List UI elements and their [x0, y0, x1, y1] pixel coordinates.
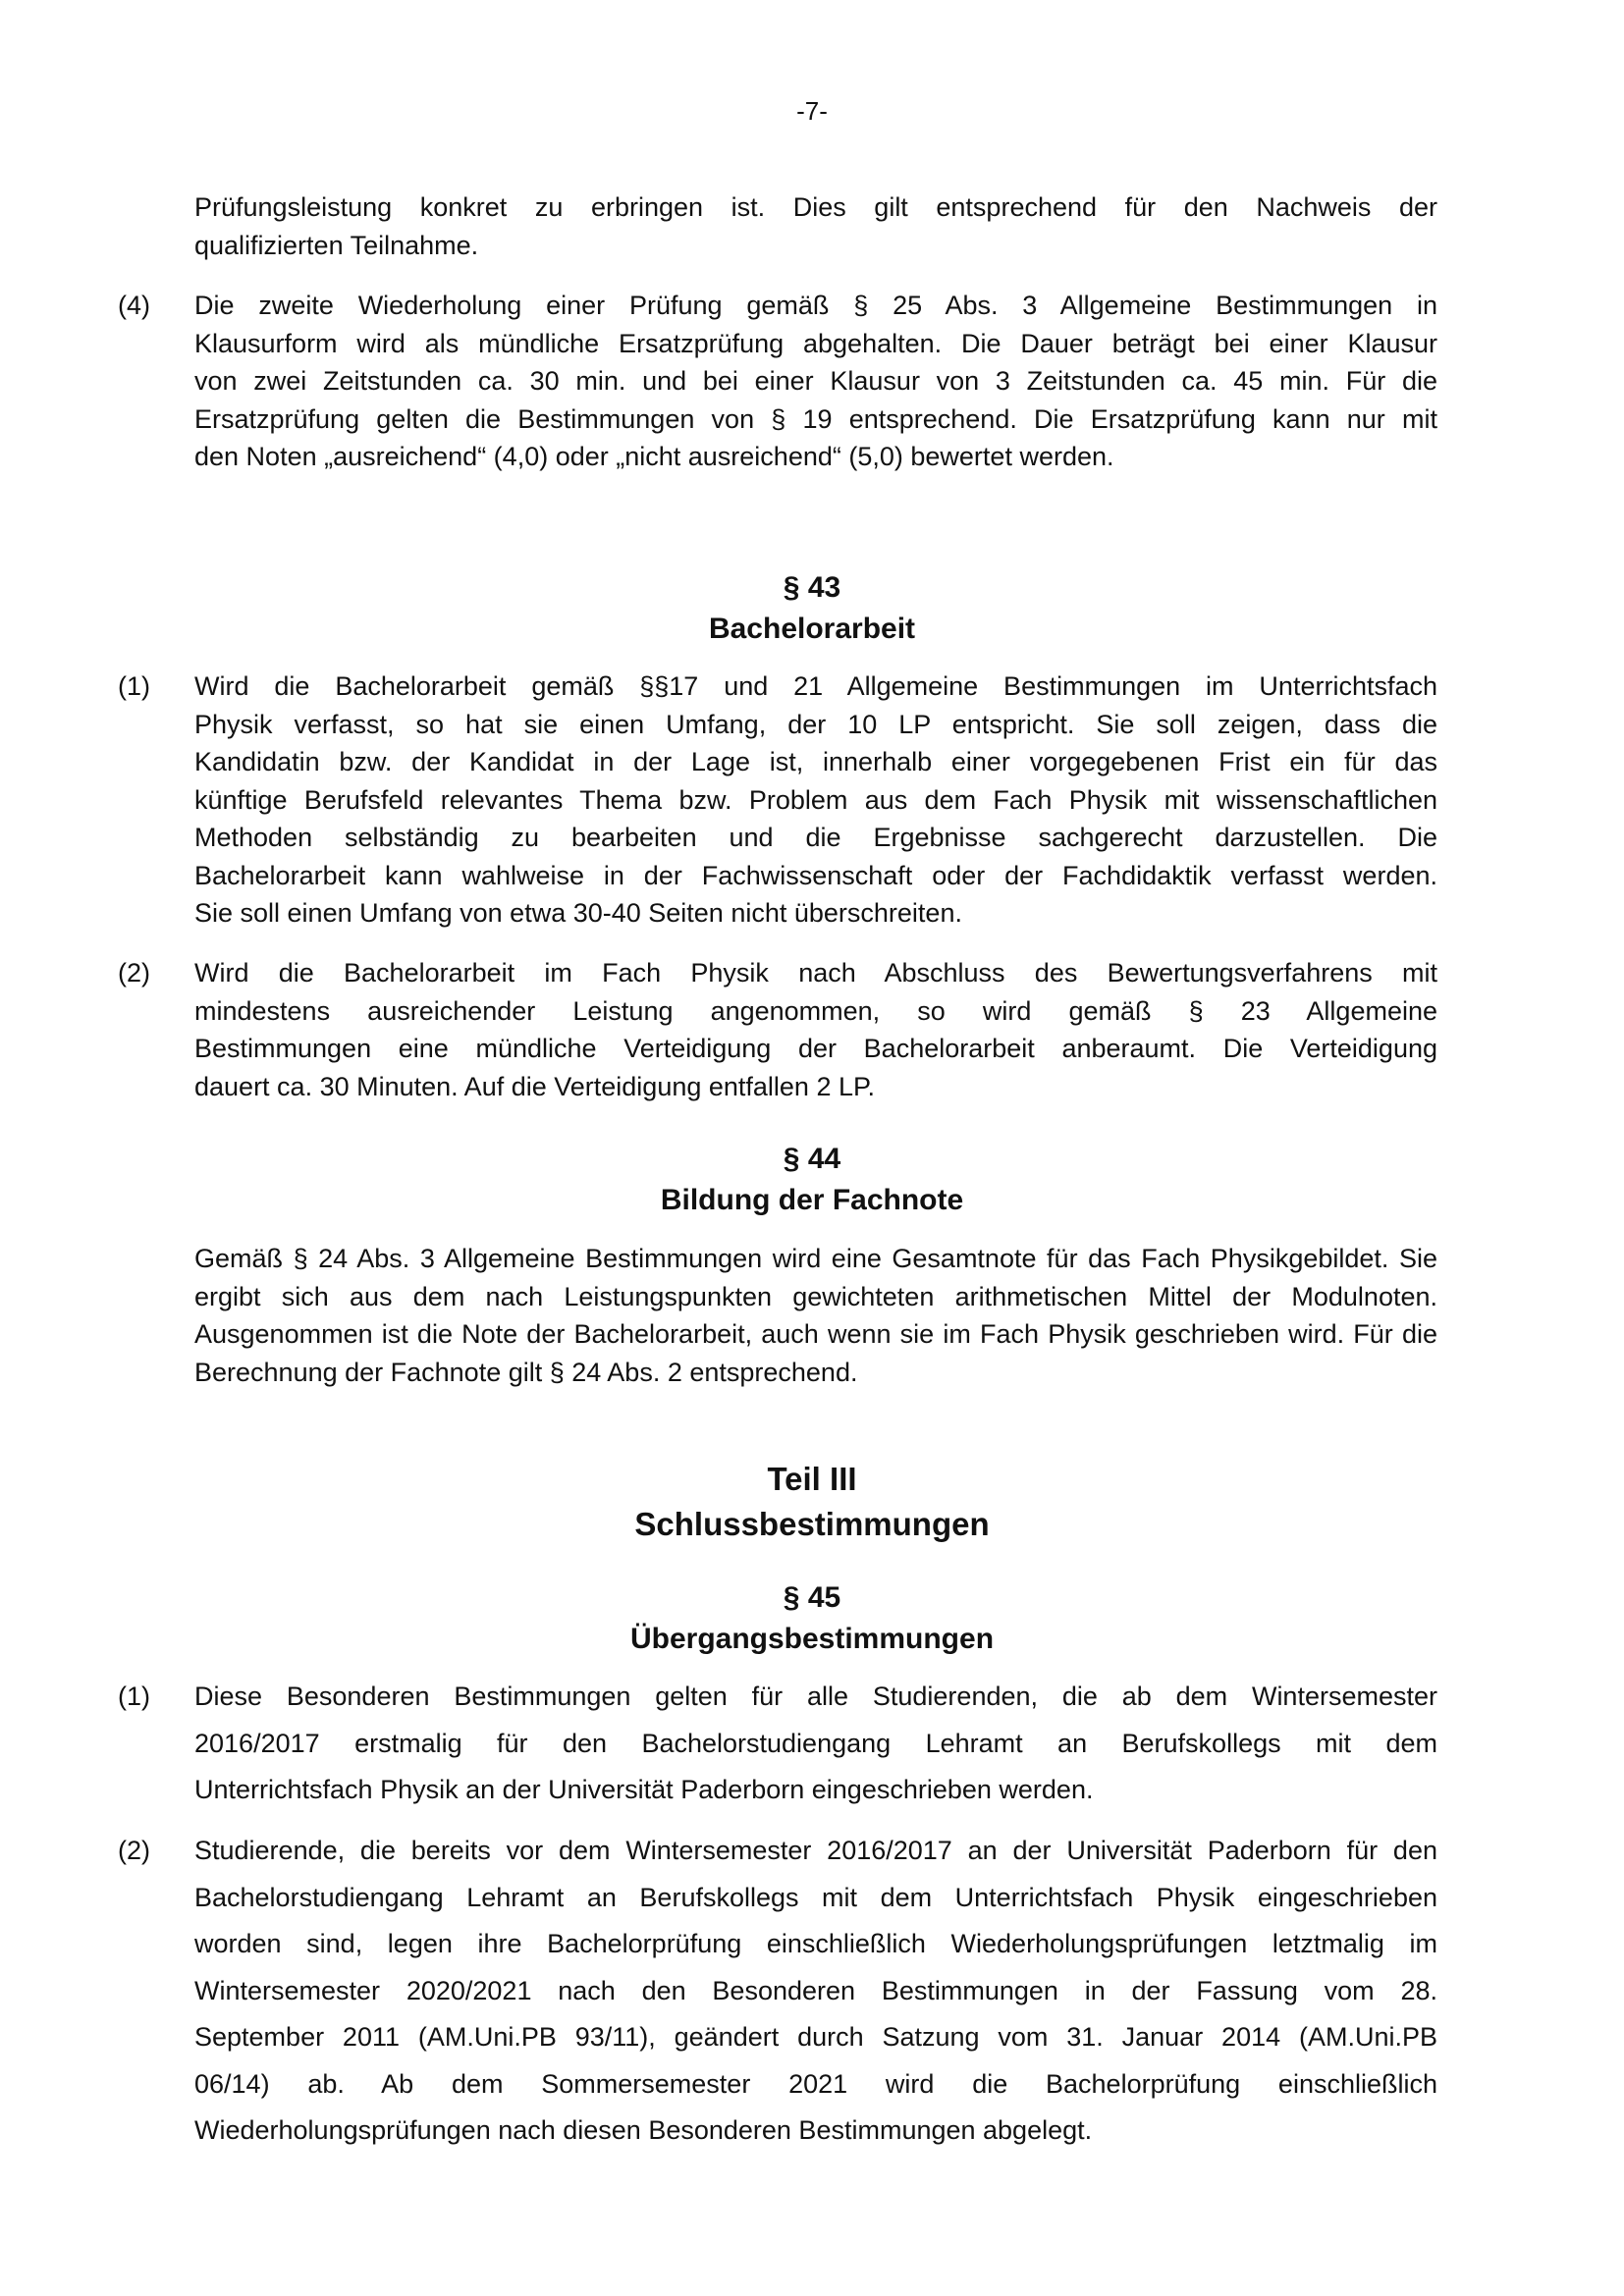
- paragraph-number: (2): [118, 1836, 150, 1865]
- paragraph-4: [118, 287, 1437, 476]
- text-line: September 2011 (AM.Uni.PB 93/11), geändert durch Satzung vom 31. Januar 2014 (AM.Uni.PB: [194, 2022, 1437, 2052]
- paragraph-number: (4): [118, 291, 150, 320]
- text-line: 2016/2017 erstmalig für den Bachelorstudiengang Lehramt an Berufskollegs mit dem: [194, 1728, 1437, 1758]
- text-line: Methoden selbständig zu bearbeiten und die Ergebnisse sachgerecht darzustellen. Die: [194, 823, 1437, 852]
- section-title: Bachelorarbeit: [708, 613, 916, 645]
- text-line: Sie soll einen Umfang von etwa 30-40 Seiten nicht überschreiten.: [194, 898, 962, 928]
- part-label: Teil III: [767, 1461, 857, 1497]
- paragraph-number: (2): [118, 958, 150, 988]
- page-number: -7-: [796, 96, 828, 126]
- section-45-heading: [0, 1577, 1624, 1660]
- text-line: Klausurform wird als mündliche Ersatzprüfung abgehalten. Die Dauer beträgt bei einer Klausur: [194, 328, 1437, 358]
- text-line: Diese Besonderen Bestimmungen gelten für alle Studierenden, die ab dem Wintersemester: [194, 1682, 1437, 1711]
- text-line: Die zweite Wiederholung einer Prüfung gemäß § 25 Abs. 3 Allgemeine Bestimmungen in: [194, 291, 1437, 320]
- text-line: Berechnung der Fachnote gilt § 24 Abs. 2 entsprechend.: [194, 1357, 858, 1387]
- text-line: Kandidatin bzw. der Kandidat in der Lage ist, innerhalb einer vorgegebenen Frist ein für das: [194, 747, 1437, 776]
- text-line: ergibt sich aus dem nach Leistungspunkten gewichteten arithmetischen Mittel der Modulnoten.: [194, 1281, 1437, 1311]
- section-number: § 44: [783, 1143, 841, 1175]
- text-line: Bachelorarbeit kann wahlweise in der Fachwissenschaft oder der Fachdidaktik verfasst werden.: [194, 860, 1437, 890]
- section-45-paragraph-1: [118, 1674, 1437, 1814]
- section-45-paragraph-2: [118, 1828, 1437, 2155]
- text-line: Bestimmungen eine mündliche Verteidigung der Bachelorarbeit anberaumt. Die Verteidigung: [194, 1034, 1437, 1063]
- text-line: worden sind, legen ihre Bachelorprüfung einschließlich Wiederholungsprüfungen letztmalig im: [194, 1929, 1437, 1958]
- text-line: Ausgenommen ist die Note der Bachelorarbeit, auch wenn sie im Fach Physik geschrieben wird. Für die: [194, 1319, 1437, 1349]
- text-line: Gemäß § 24 Abs. 3 Allgemeine Bestimmungen wird eine Gesamtnote für das Fach Physikgebildet. Sie: [194, 1244, 1437, 1273]
- text-line: Unterrichtsfach Physik an der Universität Paderborn eingeschrieben werden.: [194, 1775, 1094, 1804]
- text-line: von zwei Zeitstunden ca. 30 min. und bei einer Klausur von 3 Zeitstunden ca. 45 min. Für die: [194, 366, 1437, 396]
- paragraph-number: (1): [118, 671, 150, 701]
- section-43-paragraph-2: [118, 954, 1437, 1105]
- section-title: Übergangsbestimmungen: [629, 1623, 995, 1655]
- text-line: mindestens ausreichender Leistung angenommen, so wird gemäß § 23 Allgemeine: [194, 995, 1437, 1026]
- paragraph-number: (1): [118, 1682, 150, 1711]
- part-title: Schlussbestimmungen: [634, 1506, 990, 1542]
- section-43-heading: [0, 567, 1624, 650]
- section-44-heading: [0, 1139, 1624, 1221]
- text-line: Prüfungsleistung konkret zu erbringen ist. Dies gilt entsprechend für den Nachweis der: [194, 192, 1437, 222]
- text-line: Wird die Bachelorarbeit im Fach Physik nach Abschluss des Bewertungsverfahrens mit: [194, 958, 1437, 988]
- paragraph-continuation: [194, 188, 1437, 264]
- section-number: § 43: [783, 571, 841, 604]
- text-line: Ersatzprüfung gelten die Bestimmungen von § 19 entsprechend. Die Ersatzprüfung kann nur mit: [194, 403, 1437, 434]
- text-line: 06/14) ab. Ab dem Sommersemester 2021 wird die Bachelorprüfung einschließlich: [194, 2068, 1437, 2099]
- section-44-text: [194, 1240, 1437, 1391]
- text-line: Wird die Bachelorarbeit gemäß §§17 und 21 Allgemeine Bestimmungen im Unterrichtsfach: [194, 671, 1437, 701]
- section-number: § 45: [783, 1581, 841, 1614]
- text-line: dauert ca. 30 Minuten. Auf die Verteidigung entfallen 2 LP.: [194, 1071, 876, 1101]
- text-line: Bachelorstudiengang Lehramt an Berufskollegs mit dem Unterrichtsfach Physik eingeschrieben: [194, 1882, 1437, 1912]
- text-line: künftige Berufsfeld relevantes Thema bzw. Problem aus dem Fach Physik mit wissenschaftlichen: [194, 784, 1437, 815]
- text-line: Studierende, die bereits vor dem Wintersemester 2016/2017 an der Universität Paderborn für den: [194, 1836, 1437, 1865]
- section-43-paragraph-1: [118, 667, 1437, 933]
- text-line: qualifizierten Teilnahme.: [194, 230, 479, 260]
- part-3-heading: [0, 1457, 1624, 1547]
- text-line: Wiederholungsprüfungen nach diesen Besonderen Bestimmungen abgelegt.: [194, 2115, 1093, 2145]
- section-title: Bildung der Fachnote: [660, 1184, 964, 1216]
- text-line: Wintersemester 2020/2021 nach den Besonderen Bestimmungen in der Fassung vom 28.: [194, 1975, 1437, 2005]
- text-line: Physik verfasst, so hat sie einen Umfang, der 10 LP entspricht. Sie soll zeigen, dass die: [194, 709, 1437, 739]
- text-line: den Noten „ausreichend“ (4,0) oder „nicht ausreichend“ (5,0) bewertet werden.: [194, 442, 1114, 471]
